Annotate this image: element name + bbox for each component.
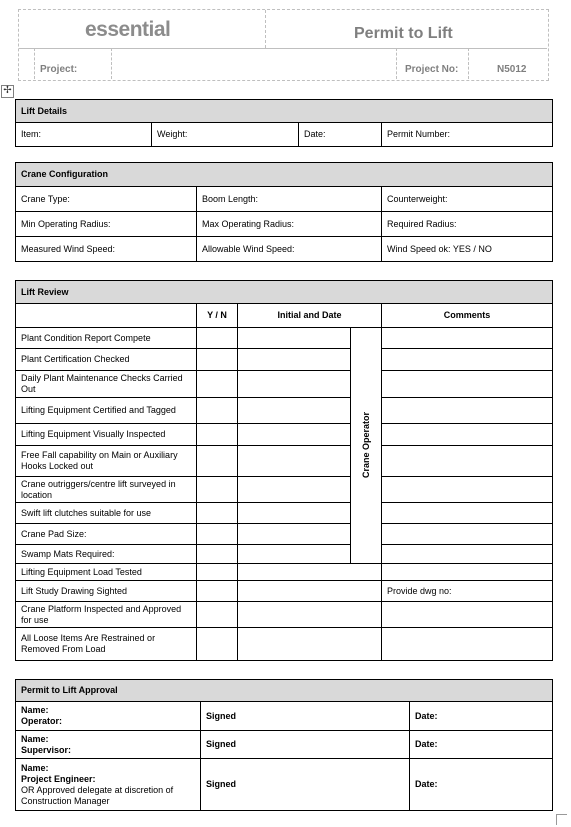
review-row bbox=[16, 371, 553, 398]
comments-column-header: Comments bbox=[382, 304, 553, 328]
review-item-label: Lift Study Drawing Sighted bbox=[16, 581, 197, 602]
review-item-label: Lifting Equipment Visually Inspected bbox=[16, 424, 197, 446]
approval-table bbox=[15, 679, 553, 811]
review-initial-cell[interactable] bbox=[238, 477, 351, 503]
counterweight-field[interactable]: Counterweight: bbox=[382, 187, 553, 212]
review-item-label: Crane outriggers/centre lift surveyed in location bbox=[16, 477, 197, 503]
review-row bbox=[16, 477, 553, 503]
review-yn-cell[interactable] bbox=[197, 446, 238, 477]
review-row bbox=[16, 349, 553, 371]
review-item-label: Plant Condition Report Compete bbox=[16, 328, 197, 349]
weight-field[interactable]: Weight: bbox=[152, 123, 299, 147]
review-yn-cell[interactable] bbox=[197, 628, 238, 661]
review-yn-cell[interactable] bbox=[197, 477, 238, 503]
required-radius-field[interactable]: Required Radius: bbox=[382, 212, 553, 237]
review-comment-cell[interactable] bbox=[382, 564, 553, 581]
review-item-label: Crane Platform Inspected and Approved for use bbox=[16, 602, 197, 628]
page-corner-marker bbox=[556, 814, 567, 825]
review-item-label: Lifting Equipment Certified and Tagged bbox=[16, 398, 197, 424]
review-comment-cell[interactable]: Provide dwg no: bbox=[382, 581, 553, 602]
initial-date-column-header: Initial and Date bbox=[238, 304, 382, 328]
review-row bbox=[16, 581, 553, 602]
supervisor-name-cell[interactable]: Name: Supervisor: bbox=[16, 731, 201, 759]
review-item-label: Crane Pad Size: bbox=[16, 524, 197, 545]
review-comment-cell[interactable] bbox=[382, 602, 553, 628]
review-yn-cell[interactable] bbox=[197, 602, 238, 628]
review-row bbox=[16, 328, 553, 349]
crane-type-field[interactable]: Crane Type: bbox=[16, 187, 197, 212]
wind-ok-field[interactable]: Wind Speed ok: YES / NO bbox=[382, 237, 553, 262]
review-initial-cell[interactable] bbox=[238, 602, 382, 628]
crane-config-title: Crane Configuration bbox=[16, 163, 553, 187]
supervisor-signed-cell[interactable]: Signed bbox=[201, 731, 410, 759]
lift-details-table bbox=[15, 99, 553, 147]
approval-title: Permit to Lift Approval bbox=[16, 680, 553, 702]
boom-length-field[interactable]: Boom Length: bbox=[197, 187, 382, 212]
review-initial-cell[interactable] bbox=[238, 564, 382, 581]
review-row bbox=[16, 545, 553, 564]
review-yn-cell[interactable] bbox=[197, 424, 238, 446]
review-item-label: Daily Plant Maintenance Checks Carried Out bbox=[16, 371, 197, 398]
review-initial-cell[interactable] bbox=[238, 371, 351, 398]
company-logo: essential bbox=[85, 18, 171, 41]
engineer-name-cell[interactable]: Name: Project Engineer: OR Approved delegate at discretion of Construction Manager bbox=[16, 759, 201, 811]
crane-operator-label: Crane Operator bbox=[360, 412, 371, 479]
crane-operator-cell bbox=[351, 328, 382, 564]
review-comment-cell[interactable] bbox=[382, 424, 553, 446]
review-row bbox=[16, 564, 553, 581]
review-row bbox=[16, 398, 553, 424]
measured-wind-field[interactable]: Measured Wind Speed: bbox=[16, 237, 197, 262]
review-row bbox=[16, 524, 553, 545]
review-row bbox=[16, 424, 553, 446]
review-row bbox=[16, 446, 553, 477]
review-initial-cell[interactable] bbox=[238, 628, 382, 661]
review-comment-cell[interactable] bbox=[382, 398, 553, 424]
review-comment-cell[interactable] bbox=[382, 628, 553, 661]
operator-date-cell[interactable]: Date: bbox=[410, 702, 553, 731]
review-yn-cell[interactable] bbox=[197, 503, 238, 524]
operator-signed-cell[interactable]: Signed bbox=[201, 702, 410, 731]
review-row bbox=[16, 503, 553, 524]
review-yn-cell[interactable] bbox=[197, 581, 238, 602]
review-comment-cell[interactable] bbox=[382, 477, 553, 503]
lift-review-table bbox=[15, 280, 553, 661]
engineer-signed-cell[interactable]: Signed bbox=[201, 759, 410, 811]
engineer-date-cell[interactable]: Date: bbox=[410, 759, 553, 811]
operator-name-cell[interactable]: Name: Operator: bbox=[16, 702, 201, 731]
lift-review-title: Lift Review bbox=[16, 281, 553, 304]
review-item-label: Swamp Mats Required: bbox=[16, 545, 197, 564]
review-initial-cell[interactable] bbox=[238, 581, 382, 602]
review-item-label: Swift lift clutches suitable for use bbox=[16, 503, 197, 524]
project-no-label: Project No: bbox=[405, 64, 459, 75]
allowable-wind-field[interactable]: Allowable Wind Speed: bbox=[197, 237, 382, 262]
review-yn-cell[interactable] bbox=[197, 564, 238, 581]
review-item-label: Plant Certification Checked bbox=[16, 349, 197, 371]
min-radius-field[interactable]: Min Operating Radius: bbox=[16, 212, 197, 237]
review-yn-cell[interactable] bbox=[197, 398, 238, 424]
review-comment-cell[interactable] bbox=[382, 349, 553, 371]
project-label: Project: bbox=[40, 64, 78, 75]
review-row bbox=[16, 602, 553, 628]
review-item-label: Free Fall capability on Main or Auxiliary Hooks Locked out bbox=[16, 446, 197, 477]
review-yn-cell[interactable] bbox=[197, 524, 238, 545]
review-comment-cell[interactable] bbox=[382, 328, 553, 349]
review-initial-cell[interactable] bbox=[238, 524, 351, 545]
review-row bbox=[16, 628, 553, 661]
max-radius-field[interactable]: Max Operating Radius: bbox=[197, 212, 382, 237]
review-initial-cell[interactable] bbox=[238, 424, 351, 446]
review-item-label: Lifting Equipment Load Tested bbox=[16, 564, 197, 581]
review-yn-cell[interactable] bbox=[197, 349, 238, 371]
permit-number-field[interactable]: Permit Number: bbox=[382, 123, 553, 147]
project-no-value: N5012 bbox=[497, 64, 527, 75]
item-field[interactable]: Item: bbox=[16, 123, 152, 147]
review-comment-cell[interactable] bbox=[382, 545, 553, 564]
table-move-handle[interactable]: ✢ bbox=[1, 85, 14, 98]
project-value[interactable] bbox=[116, 64, 391, 76]
lift-details-title: Lift Details bbox=[16, 100, 553, 123]
review-initial-cell[interactable] bbox=[238, 503, 351, 524]
document-title: Permit to Lift bbox=[354, 25, 453, 42]
review-yn-cell[interactable] bbox=[197, 328, 238, 349]
yn-column-header: Y / N bbox=[197, 304, 238, 328]
date-field[interactable]: Date: bbox=[299, 123, 382, 147]
review-initial-cell[interactable] bbox=[238, 328, 351, 349]
review-comment-cell[interactable] bbox=[382, 524, 553, 545]
crane-config-table bbox=[15, 162, 553, 262]
review-initial-cell[interactable] bbox=[238, 446, 351, 477]
review-initial-cell[interactable] bbox=[238, 398, 351, 424]
supervisor-date-cell[interactable]: Date: bbox=[410, 731, 553, 759]
review-comment-cell[interactable] bbox=[382, 503, 553, 524]
review-comment-cell[interactable] bbox=[382, 446, 553, 477]
review-item-label: All Loose Items Are Restrained or Removed From Load bbox=[16, 628, 197, 661]
review-comment-cell[interactable] bbox=[382, 371, 553, 398]
review-initial-cell[interactable] bbox=[238, 545, 351, 564]
review-yn-cell[interactable] bbox=[197, 545, 238, 564]
review-yn-cell[interactable] bbox=[197, 371, 238, 398]
review-initial-cell[interactable] bbox=[238, 349, 351, 371]
